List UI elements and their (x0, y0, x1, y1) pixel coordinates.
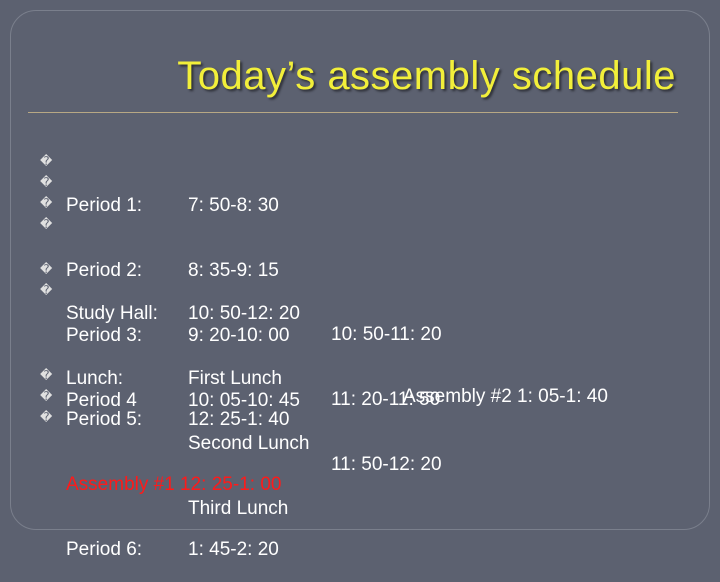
lunch-time: 10: 50-11: 20 (331, 324, 442, 345)
lunch-time: 11: 20-11: 50 (331, 389, 441, 410)
period-label: Period 1: (66, 195, 143, 216)
title-divider (28, 112, 678, 113)
bullet-icon: � (40, 217, 53, 231)
period6-row (66, 539, 281, 560)
bullet-icon: � (40, 175, 53, 189)
assembly2-text: Assembly #2 1: 05-1: 40 (403, 386, 608, 407)
period5-time: 12: 25-1: 40 (188, 409, 290, 430)
lunch-label: Lunch: (66, 368, 124, 389)
bullet-icon: � (40, 262, 53, 276)
lunch-name: First Lunch (188, 368, 282, 389)
bullet-icon: � (40, 410, 53, 424)
bullet-icon: � (40, 196, 53, 210)
study-hall-time: 10: 50-12: 20 (188, 303, 300, 324)
slide-title: Today’s assembly schedule (177, 54, 676, 98)
period-time: 10: 05-10: 45 (188, 390, 300, 411)
bullet-list-group1 (40, 151, 53, 235)
group3-rows (66, 365, 290, 582)
lunch-name: Second Lunch (188, 433, 310, 454)
period5-label: Period 5: (66, 409, 143, 430)
period-time: 9: 20-10: 00 (188, 325, 290, 346)
bullet-icon: � (40, 389, 53, 403)
bullet-list-group3 (40, 365, 53, 428)
study-hall-label: Study Hall: (66, 303, 158, 324)
period-label: Period 4 (66, 390, 137, 411)
period-label: Period 2: (66, 260, 143, 281)
period5-row (66, 409, 290, 430)
bullet-list-group2 (40, 259, 53, 301)
bullet-icon: � (40, 283, 53, 297)
lunch-time: 11: 50-12: 20 (331, 454, 442, 475)
period6-time: 1: 45-2: 20 (188, 539, 279, 560)
assembly1-row: Assembly #1 12: 25-1: 00 (66, 474, 282, 495)
lunch-name: Third Lunch (188, 498, 289, 519)
period-time: 8: 35-9: 15 (188, 260, 279, 281)
period-label: Period 3: (66, 325, 143, 346)
bullet-icon: � (40, 154, 53, 168)
period6-label: Period 6: (66, 539, 143, 560)
bullet-icon: � (40, 368, 53, 382)
period-time: 7: 50-8: 30 (188, 195, 279, 216)
